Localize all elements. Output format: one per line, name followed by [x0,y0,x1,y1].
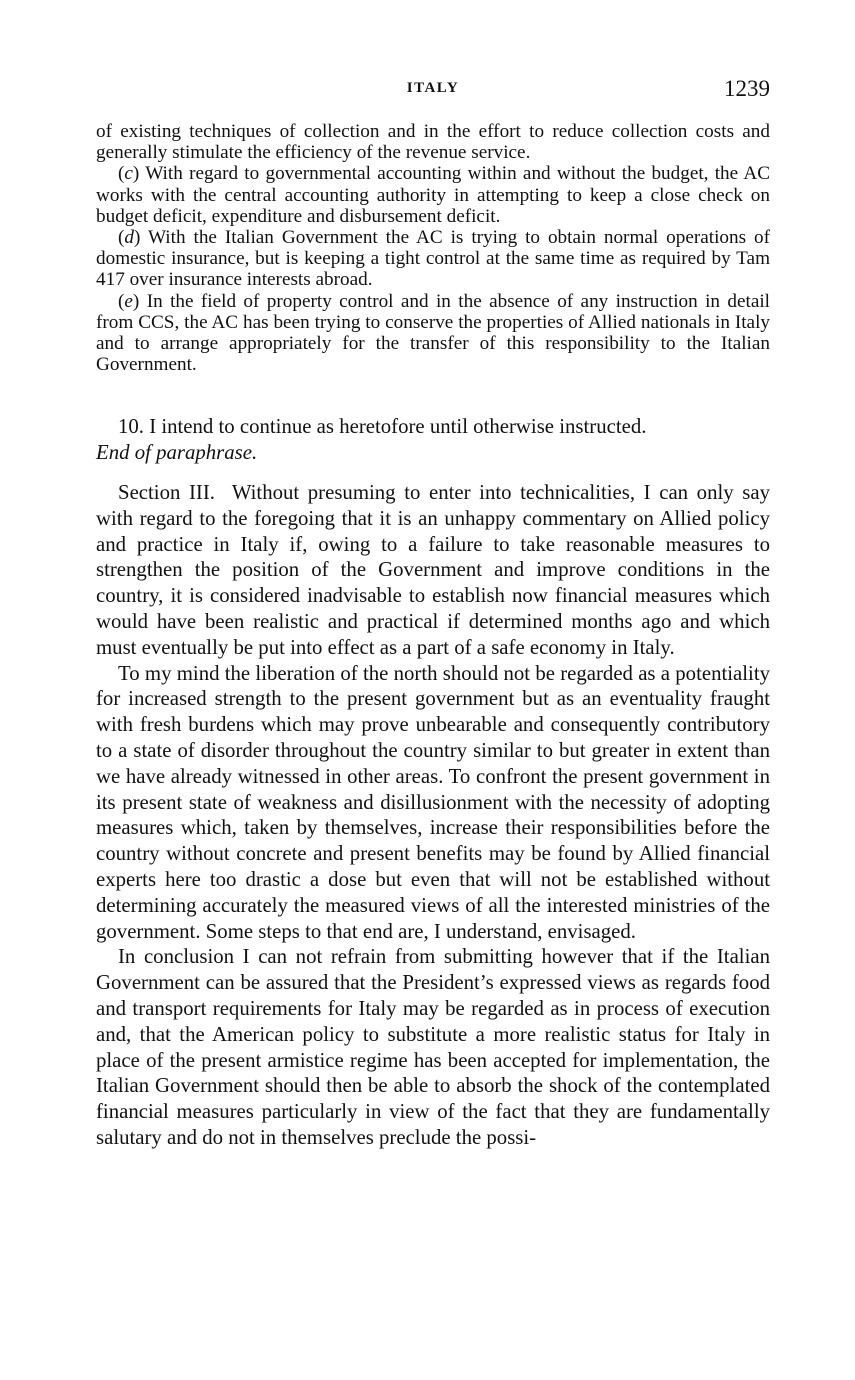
paragraph-e-letter: e [124,290,133,312]
paragraph-d: (d) With the Italian Government the AC is trying to obtain normal operations of domestic insurance, but is keeping a tight control at the same time as required by Tam 417 over insurance interests abroad. [96,227,770,291]
section-three-text: Without presuming to enter into technicalities, I can only say with regard to the foregoing that it is an unhappy commentary on Allied policy and practice in Italy if, owing to a failure to take reasonable measures to strengthen the position of the Government and improve conditions in the country, it is considered inadvisable to establish now financial measures which would have been realistic and practical if determined months ago and which must eventually be put into effect as a part of a safe economy in Italy. [96,481,770,659]
end-of-paraphrase: End of paraphrase. [96,440,258,464]
section-three-paragraph [96,480,770,661]
paragraph-10: 10. I intend to continue as heretofore until otherwise instructed. [118,415,647,438]
paragraph-c: (c) With regard to governmental accounting within and without the budget, the AC works with the central accounting authority in attempting to keep a close check on budget deficit, expenditure and disbursement deficit. [96,163,771,227]
paragraph-c-letter: c [124,163,133,185]
paragraph-e: (e) In the field of property control and in the absence of any instruction in detail from CCS, the AC has been trying to conserve the properties of Allied nationals in Italy and to arrange appropriately for the transfer of this responsibility to the Italian Government. [96,290,771,376]
section-three [96,480,770,1151]
paragraph-d-letter: d [124,227,134,249]
closing-instruction [96,414,770,466]
paragraph-continuation: of existing techniques of collection and in the effort to reduce collection costs and generally stimulate the efficiency of the revenue service. [96,121,770,164]
page-number: 1239 [724,76,770,101]
running-title: ITALY [406,80,460,96]
running-head [96,76,770,106]
paragraph-conclusion: In conclusion I can not refrain from submitting however that if the Italian Government can be assured that the President’s expressed views as regards food and transport requirements for Italy may be regarded as in process of execution and, that the American policy to substitute a more realistic status for Italy in place of the present armistice regime has been accepted for implementation, the Italian Government should then be able to absorb the shock of the contemplated financial measures particularly in view of the fact that they are fundamentally salutary and do not in themselves preclude the possi- [96,945,770,1149]
paragraph-liberation: To my mind the liberation of the north should not be regarded as a potentiality for increased strength to the present government but as an eventuality fraught with fresh burdens which may prove unbearable and consequently contributory to a state of disorder throughout the country similar to but greater in extent than we have already witnessed in other areas. To confront the present government in its present state of weakness and disillusionment with the necessity of adopting measures which, taken by themselves, increase their responsibilities before the country without concrete and present benefits may be found by Allied financial experts here too drastic a dose but even that will not be established without determining accurately the measured views of all the interested ministries of the government. Some steps to that end are, I understand, envisaged. [96,661,770,943]
section-label: Section III. [118,481,215,504]
paraphrase-continuation [96,121,770,375]
paragraph-d-text: With the Italian Government the AC is trying to obtain normal operations of domestic insurance, but is keeping a tight control at the same time as required by Tam 417 over insurance interests abroad. [96,227,770,291]
paragraph-c-text: With regard to governmental accounting within and without the budget, the AC works with the central accounting authority in attempting to keep a close check on budget deficit, expenditure and disbursement deficit. [96,163,771,227]
paragraph-e-text: In the field of property control and in the absence of any instruction in detail from CCS, the AC has been trying to conserve the properties of Allied nationals in Italy and to arrange appropriately for the transfer of this responsibility to the Italian Government. [96,290,771,376]
